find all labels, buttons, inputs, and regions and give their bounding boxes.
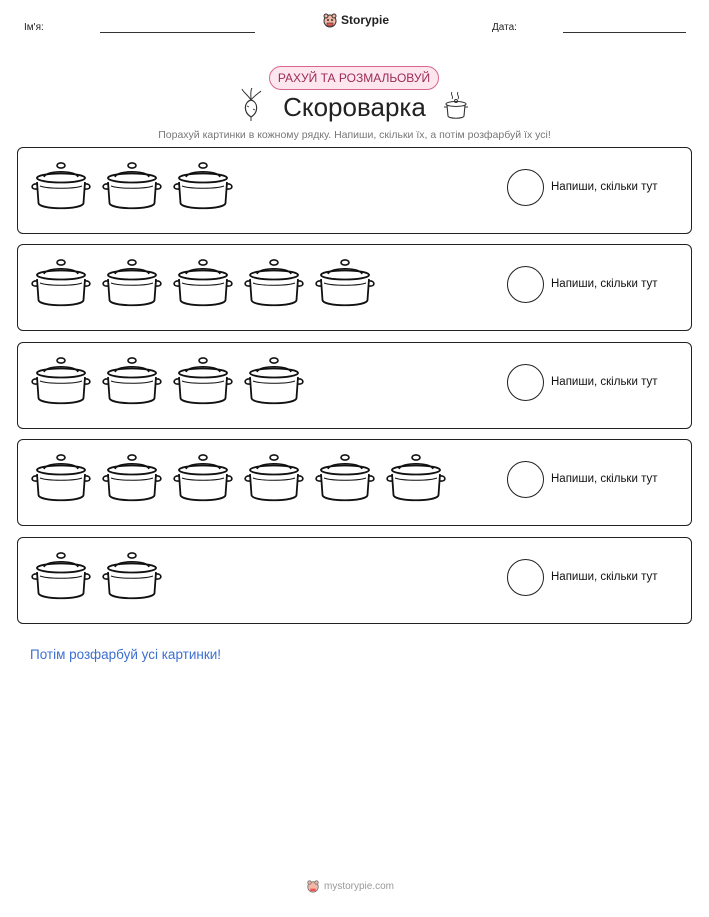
count-row — [17, 244, 692, 331]
pot-icon — [30, 550, 92, 606]
pot-icon — [101, 160, 163, 216]
pot-icon — [385, 452, 447, 508]
answer-prompt: Напиши, скільки тут — [551, 571, 658, 583]
answer-circle[interactable] — [507, 169, 544, 206]
pot-icon — [172, 257, 234, 313]
pot-icon — [101, 550, 163, 606]
pot-icon — [243, 452, 305, 508]
pot-group — [30, 160, 234, 220]
count-row — [17, 537, 692, 624]
brand-name: Storypie — [341, 13, 390, 27]
pot-group — [30, 550, 163, 610]
pot-group — [30, 355, 305, 415]
storypie-footer-icon — [306, 879, 320, 893]
date-label: Дата: — [492, 22, 517, 33]
count-row — [17, 342, 692, 429]
answer-circle[interactable] — [507, 559, 544, 596]
answer-prompt: Напиши, скільки тут — [551, 473, 658, 485]
footer-note: Потім розфарбуй усі картинки! — [30, 647, 222, 662]
pot-icon — [314, 257, 376, 313]
answer-circle[interactable] — [507, 364, 544, 401]
site-url: mystorypie.com — [324, 880, 395, 892]
pot-group — [30, 452, 447, 512]
pot-icon — [30, 257, 92, 313]
pot-icon — [30, 160, 92, 216]
page-title: Скороварка — [283, 92, 426, 122]
storypie-logo-icon — [322, 12, 338, 28]
pot-icon — [30, 452, 92, 508]
pot-icon — [101, 452, 163, 508]
name-line[interactable] — [100, 32, 255, 33]
answer-circle[interactable] — [507, 461, 544, 498]
steaming-pot-icon — [442, 90, 470, 122]
answer-circle[interactable] — [507, 266, 544, 303]
pot-group — [30, 257, 376, 317]
pot-icon — [101, 257, 163, 313]
answer-prompt: Напиши, скільки тут — [551, 181, 658, 193]
pot-icon — [101, 355, 163, 411]
pot-icon — [30, 355, 92, 411]
pot-icon — [314, 452, 376, 508]
answer-prompt: Напиши, скільки тут — [551, 278, 658, 290]
name-label: Ім'я: — [24, 22, 44, 33]
brand-logo — [322, 12, 389, 28]
pot-icon — [172, 355, 234, 411]
count-row — [17, 147, 692, 234]
pot-icon — [243, 355, 305, 411]
count-row — [17, 439, 692, 526]
pot-icon — [172, 160, 234, 216]
pot-icon — [243, 257, 305, 313]
site-footer — [306, 879, 394, 893]
activity-badge: РАХУЙ ТА РОЗМАЛЬОВУЙ — [269, 66, 439, 90]
instructions: Порахуй картинки в кожному рядку. Напиши, скільки їх, а потім розфарбуй їх усі! — [158, 129, 551, 141]
date-line[interactable] — [563, 32, 686, 33]
pot-icon — [172, 452, 234, 508]
answer-prompt: Напиши, скільки тут — [551, 376, 658, 388]
